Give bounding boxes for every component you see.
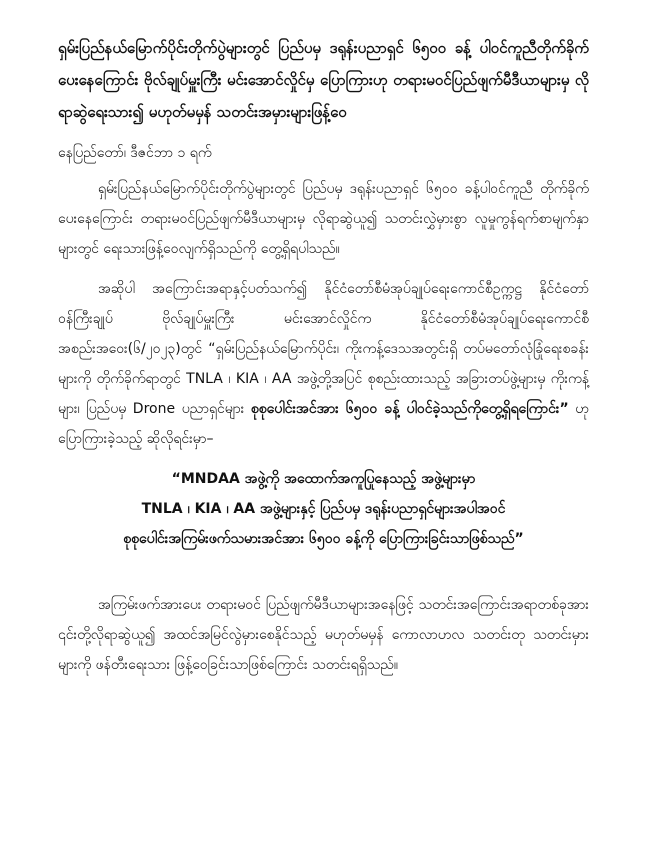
pull-quote-line-3: စုစုပေါင်းအကြမ်းဖက်သမားအင်အား ၆၅၀၀ ခန့်ကို ပြောကြားခြင်းသာဖြစ်သည်” [123,531,524,547]
paragraph-2-tail: ဟု ပြောကြားခဲ့သည့် ဆိုလိုရင်းမှာ– [58,401,589,447]
pull-quote-line-1: “MNDAA အဖွဲ့ကို အထောက်အကူပြုနေသည့် အဖွဲ့များမှာ [171,471,476,487]
article-paragraph-3: အကြမ်းဖက်အားပေး တရားမဝင် ပြည်ဖျက်မီဒီယာများအနေဖြင့် သတင်းအကြောင်းအရာတစ်ခုအား ၎င်းတို့လိုရာဆွဲယူ၍ အထင်အမြင်လွဲမှားစေနိုင်သည့် မဟုတ်မမှန် ကောလာဟလ သတင်းတု သတင်းမှားများကို ဖန်တီးရေးသား ဖြန့်ဝေခြင်းသာဖြစ်ကြောင်း သတင်းရရှိသည်။ [58,597,589,673]
pull-quote [58,464,589,554]
paragraph-2-text: အဆိုပါ အကြောင်းအရာနှင့်ပတ်သက်၍ နိုင်ငံတော်စီမံအုပ်ချုပ်ရေးကောင်စီဥက္ကဋ္ဌ နိုင်ငံတော်ဝန်ကြီးချုပ် ဗိုလ်ချုပ်မှူးကြီး မင်းအောင်လှိုင်က နိုင်ငံတော်စီမံအုပ်ချုပ်ရေးကောင်စီအစည်းအဝေး(၆/၂၀၂၃)တွင် “ရှမ်းပြည်နယ်မြောက်ပိုင်း၊ ကိုးကန့်ဒေသအတွင်းရှိ တပ်မတော်လုံခြုံရေးစခန်းများကို တိုက်ခိုက်ရာတွင် TNLA ၊ KIA ၊ AA အဖွဲ့တို့အပြင် စုစည်းထားသည့် အခြားတပ်ဖွဲ့များမှ ကိုးကန့်များ၊ ပြည်ပမှ Drone ပညာရှင်များ [58,281,589,417]
article-dateline: နေပြည်တော်၊ ဒီဇင်ဘာ ၁ ရက် [58,145,212,161]
article-paragraph-1: ရှမ်းပြည်နယ်မြောက်ပိုင်းတိုက်ပွဲများတွင် ပြည်ပမှ ဒရုန်းပညာရှင် ၆၅၀၀ ခန့်ပါဝင်ကူညီ တိုက်ခိုက်ပေးနေကြောင်း တရားမဝင်ပြည်ဖျက်မီဒီယာများမှ လိုရာဆွဲယူ၍ သတင်းလွှဲမှားစွာ လူမှုကွန်ရက်စာမျက်နှာများတွင် ရေးသားဖြန့်ဝေလျက်ရှိသည်ကို တွေ့ရှိရပါသည်။ [58,181,589,257]
article-headline: ရှမ်းပြည်နယ်မြောက်ပိုင်းတိုက်ပွဲများတွင် ပြည်ပမှ ဒရုန်းပညာရှင် ၆၅၀၀ ခန့် ပါဝင်ကူညီတိုက်ခိုက်ပေးနေကြောင်း ဗိုလ်ချုပ်မှူးကြီး မင်းအောင်လှိုင်မှ ပြောကြားဟု တရားမဝင်ပြည်ဖျက်မီဒီယာများမှ လိုရာဆွဲရေးသား၍ မဟုတ်မမှန် သတင်းအမှားများဖြန့်ဝေ [58,39,589,121]
article-paragraph-2 [58,274,589,454]
paragraph-2-bold-quote: စုစုပေါင်းအင်အား ၆၅၀၀ ခန့် ပါဝင်ခဲ့သည်ကိုတွေ့ရှိရကြောင်း” [250,401,569,417]
pull-quote-line-2: TNLA ၊ KIA ၊ AA အဖွဲ့များနှင့် ပြည်ပမှ ဒရုန်းပညာရှင်များအပါအဝင် [141,501,506,517]
